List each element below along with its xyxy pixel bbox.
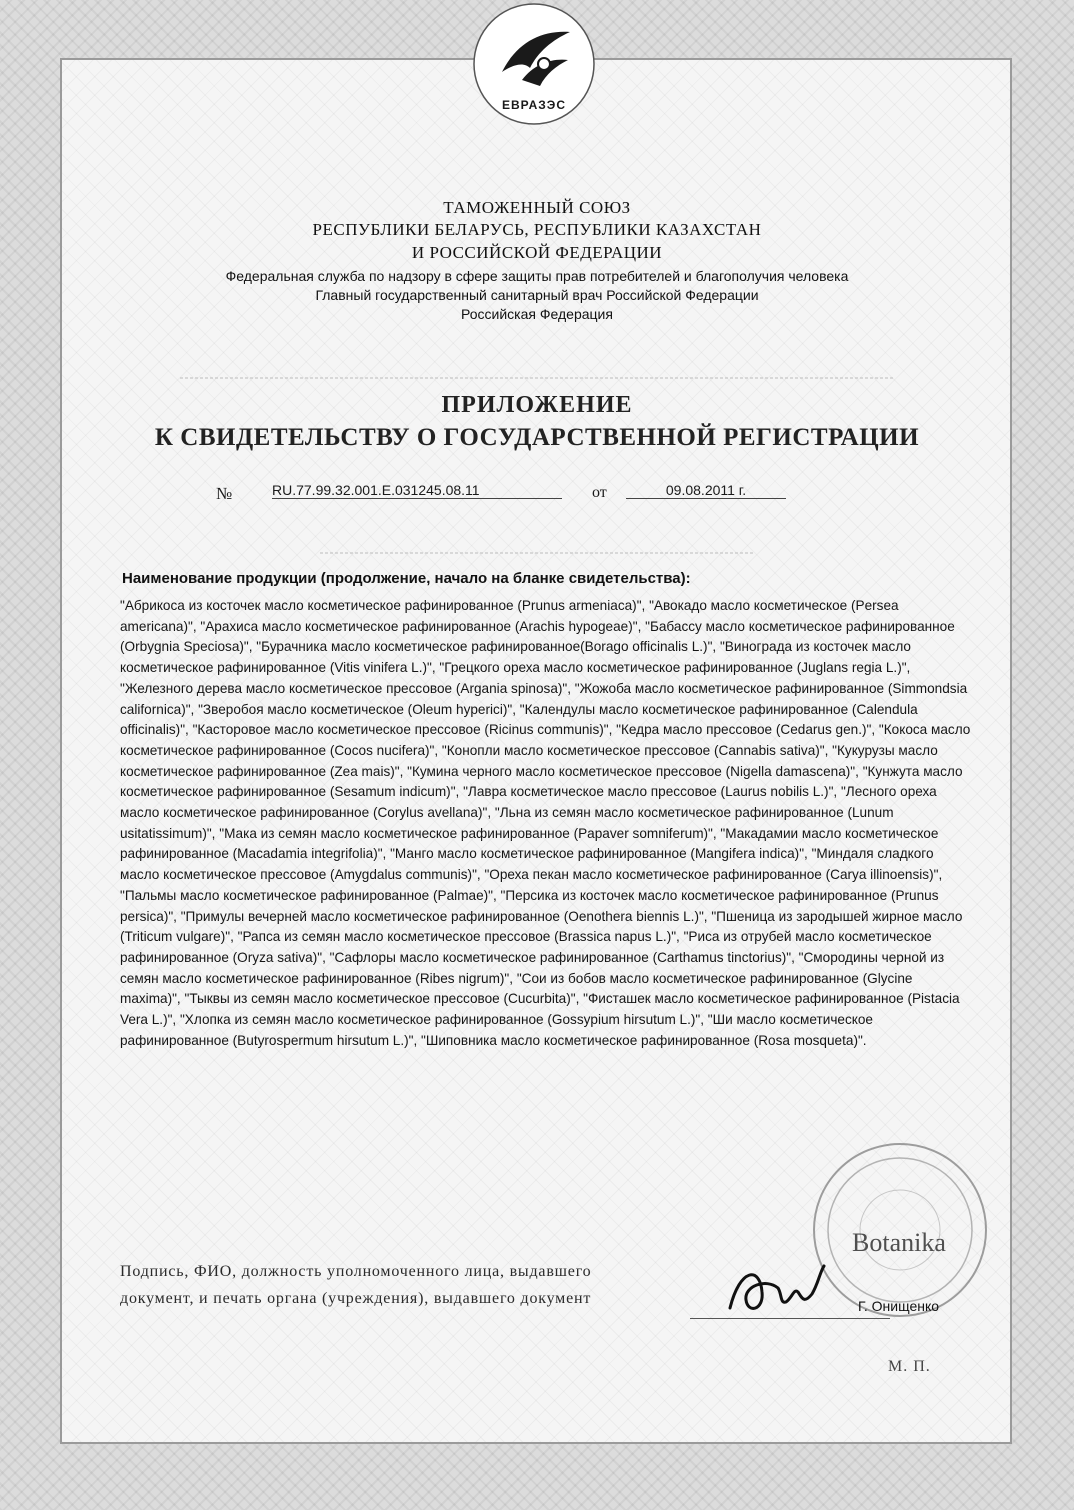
title-certificate: К СВИДЕТЕЛЬСТВУ О ГОСУДАРСТВЕННОЙ РЕГИСТРАЦИИ xyxy=(154,424,920,451)
registration-date-label: от xyxy=(592,484,607,501)
header-service: Федеральная служба по надзору в сфере защиты прав потребителей и благополучия человека xyxy=(225,268,849,284)
signature-icon xyxy=(720,1248,830,1328)
fine-print-divider-2 xyxy=(320,547,754,557)
seal-text: Botanika xyxy=(852,1228,946,1257)
registration-date: 09.08.2011 г. xyxy=(626,482,786,499)
signer-name: Г. Онищенко xyxy=(858,1298,940,1314)
signature-line xyxy=(690,1318,890,1319)
stamp-mark: М. П. xyxy=(888,1358,931,1375)
header-russia: И РОССИЙСКОЙ ФЕДЕРАЦИИ xyxy=(411,243,663,262)
header-republics: РЕСПУБЛИКИ БЕЛАРУСЬ, РЕСПУБЛИКИ КАЗАХСТАН xyxy=(312,220,762,239)
emblem xyxy=(472,2,596,126)
fine-print-divider xyxy=(180,370,894,382)
product-list: "Абрикоса из косточек масло косметическое рафинированное (Prunus armeniaca)", "Авокадо масло косметическое (Persea americana)", "Арахиса масло косметическое рафинированное (Arachis hypogeae)", "Бабассу масло косметическое рафинированное (Orbygnia Speciosa)", "Бурачника масло косметическое рафинированное(Borago officinalis L.)", "Винограда из косточек масло косметическое рафинированное (Vitis vinifera L.)", "Грецкого ореха масло косметическое рафинированное (Juglans regia L.)", "Железного дерева масло косметическое прессовое (Argania spinosa)", "Жожоба масло косметическое рафинированное (Simmondsia californica)", "Зверобоя масло косметическое (Oleum hyperici)", "Календулы масло косметическое рафинированное (Calendula officinalis)", "Касторовое масло косметическое прессовое (Ricinus communis)", "Кедра масло прессовое (Cedarus gen.)", "Кокоса масло косметическое рафинированное (Cocos nucifera)", "Конопли масло косметическое прессовое (Cannabis sativa)", "Кукурузы масло косметическое рафинированное (Zea mais)", "Кумина черного масло косметическое прессовое (Nigella damascena)", "Кунжута масло косметическое рафинированное (Sesamum indicum)", "Лавра косметическое масло прессовое (Laurus nobilis L.)", "Лесного ореха масло косметическое рафинированное (Corylus avellana)", "Льна из семян масло косметическое рафинированное (Lunum usitatissimum)", "Мака из семян масло косметическое рафинированное (Papaver somniferum)", "Макадамии масло косметическое рафинированное (Macadamia integrifolia)", "Манго масло косметическое рафинированное (Mangifera indica)", "Миндаля сладкого масло косметическое прессовое (Amygdalus communis)", "Ореха пекан масло косметическое рафинированное (Carya illinoensis)", "Пальмы масло косметическое рафинированное (Palmae)", "Персика из косточек масло косметическое рафинированное (Prunus persica)", "Примулы вечерней масло косметическое рафинированное (Oenothera biennis L.)", "Пшеница из зародышей жирное масло (Triticum vulgare)", "Рапса из семян масло косметическое прессовое (Brassica napus L.)", "Риса из отрубей масло косметическое рафинированное (Oryza sativa)", "Сафлоры масло косметическое рафинированное (Carthamus tinctorius)", "Смородины черной из семян масло косметическое рафинированное (Ribes nigrum)", "Сои из бобов масло косметическое рафинированное (Glycine maxima)", "Тыквы из семян масло косметическое прессовое (Cucurbita)", "Фисташек масло косметическое рафинированное (Pistacia Vera L.)", "Хлопка из семян масло косметическое рафинированное (Gossypium hirsutum L.)", "Ши масло косметическое рафинированное (Butyrospermum hirsutum L.)", "Шиповника масло косметическое рафинированное (Rosa mosqueta)". xyxy=(120,598,971,1048)
handwritten-signature xyxy=(720,1248,830,1328)
fine-print-line xyxy=(180,370,894,382)
header-country: Российская Федерация xyxy=(461,306,613,322)
registration-number: RU.77.99.32.001.Е.031245.08.11 xyxy=(272,482,562,499)
fine-print-line-2 xyxy=(320,547,754,557)
registration-number-label: № xyxy=(216,484,233,503)
registration-line xyxy=(200,480,874,504)
product-heading: Наименование продукции (продолжение, начало на бланке свидетельства): xyxy=(122,570,691,587)
emblem-label: ЕВРАЗЭС xyxy=(501,98,566,112)
header-chief-doctor: Главный государственный санитарный врач Российской Федерации xyxy=(315,287,759,303)
signature-label: Подпись, ФИО, должность уполномоченного лица, выдавшего документ, и печать органа (учреждения), выдавшего документ xyxy=(120,1263,592,1307)
title-appendix: ПРИЛОЖЕНИЕ xyxy=(441,392,633,418)
header-union: ТАМОЖЕННЫЙ СОЮЗ xyxy=(443,198,631,217)
